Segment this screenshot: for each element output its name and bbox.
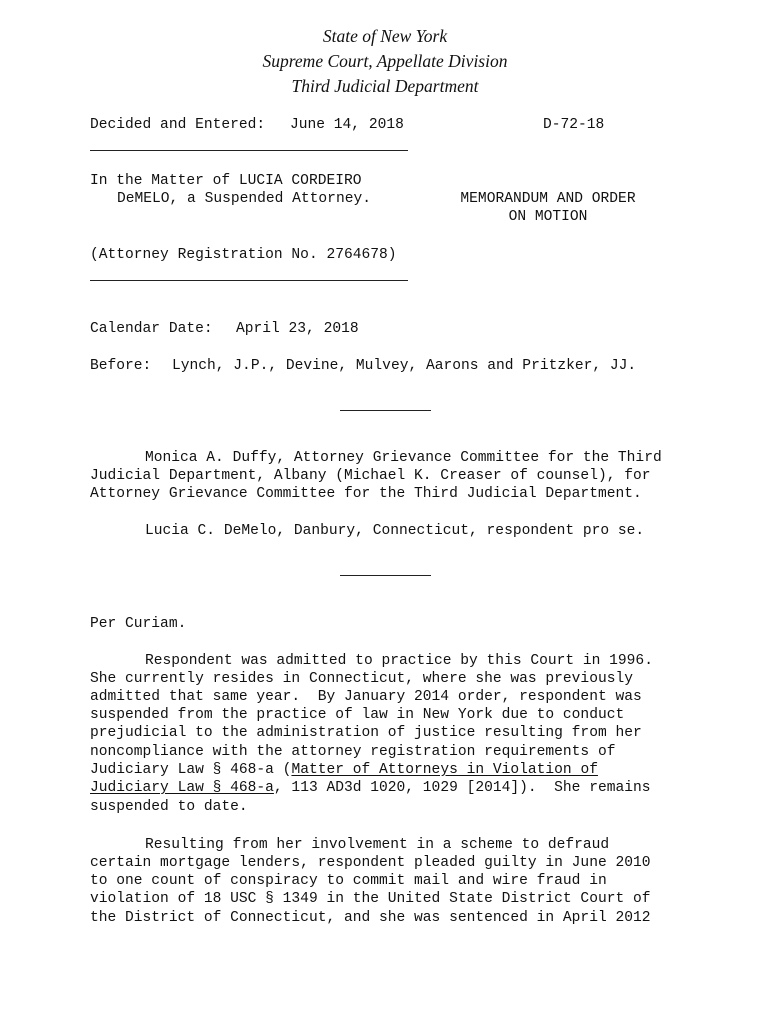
before-label: Before: xyxy=(90,358,152,374)
caption-line-1: In the Matter of LUCIA CORDEIRO xyxy=(90,173,362,189)
paragraph-line: suspended to date. xyxy=(90,799,248,815)
paragraph-line: admitted that same year. By January 2014 order, respondent was xyxy=(90,689,642,705)
header-department: Third Judicial Department xyxy=(291,76,479,96)
document-title-line-1: MEMORANDUM AND ORDER xyxy=(460,191,636,207)
section-divider xyxy=(340,575,431,576)
paragraph-line: violation of 18 USC § 1349 in the United State District Court of xyxy=(90,891,651,907)
docket-number: D-72-18 xyxy=(543,117,605,133)
counsel-line: Judicial Department, Albany (Michael K. Creaser of counsel), for xyxy=(90,468,651,484)
paragraph-line: to one count of conspiracy to commit mail and wire fraud in xyxy=(90,873,607,889)
paragraph-line: noncompliance with the attorney registration requirements of xyxy=(90,744,616,760)
decided-label: Decided and Entered: xyxy=(90,117,266,133)
caption-line-2: DeMELO, a Suspended Attorney. xyxy=(117,191,371,207)
statute-text: Judiciary Law § 468-a ( xyxy=(90,762,292,778)
header-court: Supreme Court, Appellate Division xyxy=(262,51,508,71)
case-citation: Matter of Attorneys in Violation of xyxy=(291,762,598,778)
before-judges: Lynch, J.P., Devine, Mulvey, Aarons and Pritzker, JJ. xyxy=(172,358,637,374)
caption-bottom-rule xyxy=(90,280,408,281)
case-citation: Judiciary Law § 468-a xyxy=(90,780,274,796)
caption-top-rule xyxy=(90,150,408,151)
calendar-date: April 23, 2018 xyxy=(236,321,359,337)
per-curiam-heading: Per Curiam. xyxy=(90,616,187,632)
calendar-label: Calendar Date: xyxy=(90,321,213,337)
respondent-counsel: Lucia C. DeMelo, Danbury, Connecticut, respondent pro se. xyxy=(145,523,645,539)
paragraph-line: the District of Connecticut, and she was sentenced in April 2012 xyxy=(90,910,651,926)
paragraph-line: prejudicial to the administration of justice resulting from her xyxy=(90,725,642,741)
decided-date: June 14, 2018 xyxy=(290,117,404,133)
counsel-line: Monica A. Duffy, Attorney Grievance Committee for the Third xyxy=(145,450,662,466)
paragraph-line: Respondent was admitted to practice by this Court in 1996. xyxy=(145,653,653,669)
paragraph-line: Resulting from her involvement in a scheme to defraud xyxy=(145,837,610,853)
citation-text: , 113 AD3d 1020, 1029 [2014]). She remains xyxy=(273,780,651,796)
paragraph-line: certain mortgage lenders, respondent pleaded guilty in June 2010 xyxy=(90,855,651,871)
paragraph-line xyxy=(90,779,651,797)
document-title-line-2: ON MOTION xyxy=(508,209,588,225)
attorney-registration: (Attorney Registration No. 2764678) xyxy=(90,247,397,263)
counsel-line: Attorney Grievance Committee for the Third Judicial Department. xyxy=(90,486,642,502)
section-divider xyxy=(340,410,431,411)
header-state: State of New York xyxy=(322,26,448,46)
paragraph-line: suspended from the practice of law in New York due to conduct xyxy=(90,707,625,723)
paragraph-line xyxy=(90,761,598,779)
paragraph-line: She currently resides in Connecticut, where she was previously xyxy=(90,671,633,687)
